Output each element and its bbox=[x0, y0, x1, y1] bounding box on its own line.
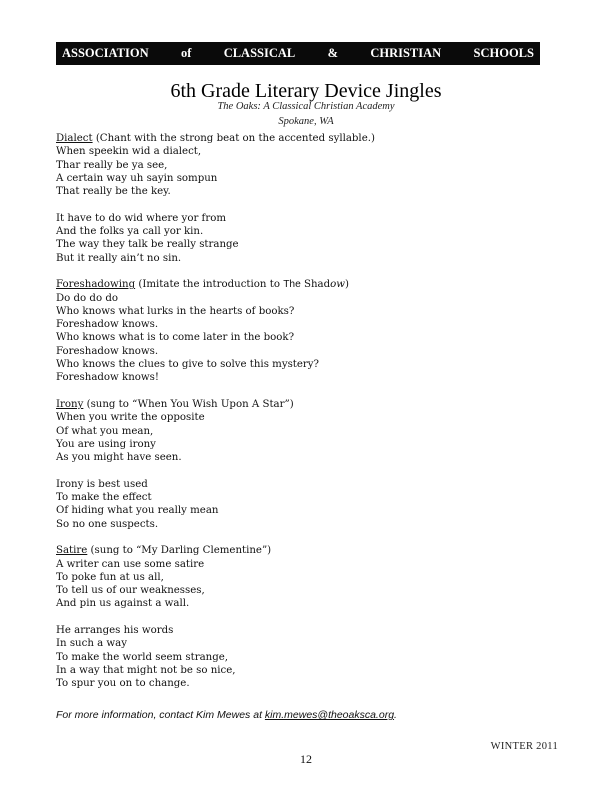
satire-stanza-2 bbox=[56, 624, 536, 690]
dialect-term: Dialect bbox=[56, 133, 93, 144]
section-heading bbox=[56, 278, 536, 291]
verse-line: Thar really be ya see, bbox=[56, 159, 168, 171]
verse-line: He arranges his words bbox=[56, 624, 174, 636]
verse-line: Foreshadow knows. bbox=[56, 319, 159, 331]
verse-line: When you write the opposite bbox=[56, 412, 205, 424]
foreshadowing-note-post: ) bbox=[344, 279, 349, 291]
dialect-note: (Chant with the strong beat on the accented syllable.) bbox=[92, 133, 375, 144]
verse-line: It have to do wid where yor from bbox=[56, 212, 226, 224]
verse-line: Of hiding what you really mean bbox=[56, 505, 219, 517]
verse-line: To spur you on to change. bbox=[56, 678, 190, 690]
verse-line: And the folks ya call yor kin. bbox=[56, 226, 204, 238]
school-location: Spokane, WA bbox=[278, 116, 334, 127]
verse-line: Who knows what is to come later in the book? bbox=[56, 332, 295, 344]
publication-banner bbox=[56, 42, 540, 65]
banner-word: CHRISTIAN bbox=[370, 46, 442, 60]
verse-line: But it really ain’t no sin. bbox=[56, 252, 182, 264]
verse-line: And pin us against a wall. bbox=[56, 598, 190, 610]
satire-section bbox=[56, 544, 536, 610]
verse-line: In a way that might not be so nice, bbox=[56, 664, 236, 676]
irony-term: Irony bbox=[56, 398, 84, 410]
verse-line: Irony is best used bbox=[56, 478, 148, 490]
verse-line: Do do do do bbox=[56, 292, 118, 304]
verse-line: So no one suspects. bbox=[56, 518, 159, 530]
verse-line: A writer can use some satire bbox=[56, 558, 205, 570]
verse-line: The way they talk be really strange bbox=[56, 239, 239, 251]
contact-email-link[interactable]: kim.mewes@theoaksca.org bbox=[264, 709, 395, 721]
dialect-stanza-2 bbox=[56, 212, 536, 265]
verse-line: A certain way uh sayin sompun bbox=[56, 172, 218, 184]
verse-line: As you might have seen. bbox=[56, 452, 182, 464]
contact-period: . bbox=[394, 709, 397, 721]
verse-line: To tell us of our weaknesses, bbox=[56, 585, 205, 597]
contact-text: For more information, contact Kim Mewes at bbox=[56, 709, 265, 721]
verse-line: Foreshadow knows! bbox=[56, 372, 159, 384]
verse-line: In such a way bbox=[56, 638, 127, 650]
foreshadowing-note-pre: (Imitate the introduction to bbox=[135, 279, 284, 291]
page-number: 12 bbox=[300, 752, 312, 766]
page-title: 6th Grade Literary Device Jingles bbox=[170, 80, 442, 102]
irony-section bbox=[56, 398, 536, 464]
the-shadow-title-the: The bbox=[283, 279, 301, 291]
the-shadow-title-ow: ow bbox=[330, 279, 345, 291]
jingles-body bbox=[56, 132, 536, 704]
banner-word: CLASSICAL bbox=[223, 46, 296, 60]
banner-word: SCHOOLS bbox=[473, 46, 534, 60]
school-name: The Oaks: A Classical Christian Academy bbox=[217, 101, 395, 112]
issue-season: WINTER 2011 bbox=[490, 741, 558, 752]
section-heading bbox=[56, 398, 536, 411]
verse-line: To make the effect bbox=[56, 492, 152, 504]
section-heading bbox=[56, 132, 536, 145]
dialect-section bbox=[56, 132, 536, 198]
verse-line: To poke fun at us all, bbox=[56, 571, 164, 583]
verse-line: Of what you mean, bbox=[56, 425, 154, 437]
verse-line: To make the world seem strange, bbox=[56, 651, 229, 663]
verse-line: You are using irony bbox=[56, 438, 156, 450]
satire-term: Satire bbox=[56, 545, 88, 557]
irony-note: (sung to “When You Wish Upon A Star”) bbox=[83, 398, 294, 410]
verse-line: That really be the key. bbox=[56, 186, 171, 198]
verse-line: Who knows what lurks in the hearts of books? bbox=[56, 305, 295, 317]
verse-line: Foreshadow knows. bbox=[56, 345, 159, 357]
banner-word: ASSOCIATION bbox=[62, 46, 149, 60]
banner-word: & bbox=[327, 46, 338, 60]
foreshadowing-section bbox=[56, 278, 536, 384]
contact-note bbox=[56, 709, 397, 721]
the-shadow-title-shad: Shad bbox=[300, 279, 331, 291]
foreshadowing-term: Foreshadowing bbox=[56, 279, 136, 291]
section-heading bbox=[56, 544, 536, 557]
verse-line: When speekin wid a dialect, bbox=[56, 146, 202, 158]
verse-line: Who knows the clues to give to solve this mystery? bbox=[56, 359, 320, 371]
irony-stanza-2 bbox=[56, 478, 536, 531]
banner-word: of bbox=[180, 46, 192, 60]
satire-note: (sung to “My Darling Clementine”) bbox=[87, 545, 272, 557]
